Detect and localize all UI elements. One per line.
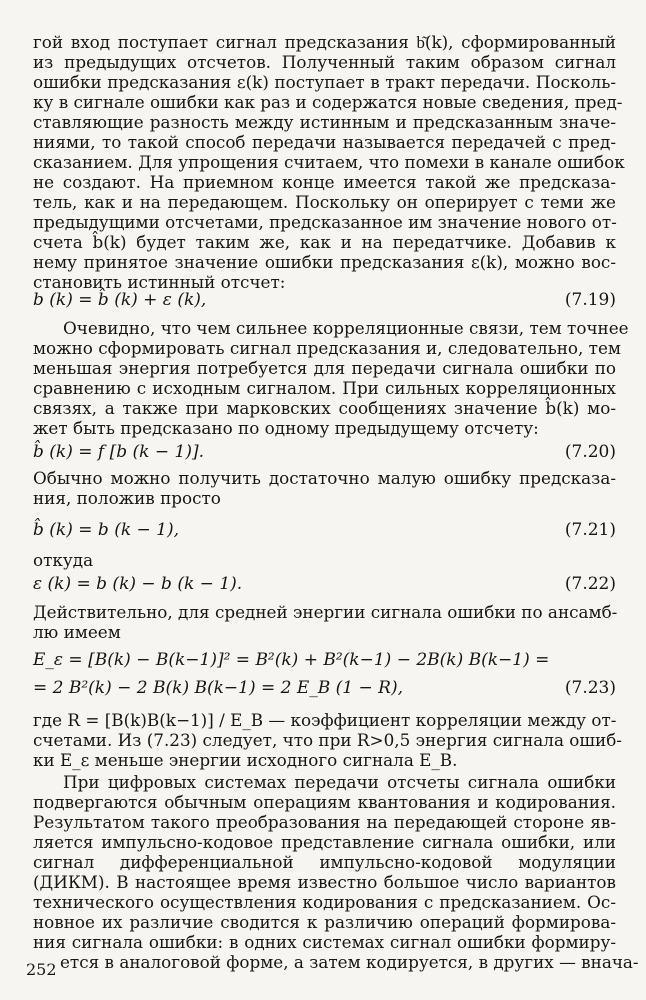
equation-number: (7.22) [564, 574, 616, 594]
text-line: ку в сигнале ошибки как раз и содержатся новые сведения, пред- [33, 92, 623, 112]
equation-number: (7.21) [564, 520, 616, 540]
text-line: ошибки предсказания ε(k) поступает в тракт передачи. Посколь- [33, 72, 616, 92]
equation-7-22 [33, 572, 616, 596]
text-line: становить истинный отсчет: [33, 272, 286, 292]
equation-formula: b̂ (k) = f [b (k − 1)]. [33, 442, 204, 462]
text-line: не создают. На приемном конце имеется такой же предсказа- [33, 172, 616, 192]
text-line: Действительно, для средней энергии сигнала ошибки по ансамб- [33, 602, 618, 622]
text-line: тель, как и на передающем. Поскольку он оперирует с теми же [33, 192, 616, 212]
equation-formula: = 2 B²(k) − 2 B(k) B(k−1) = 2 E_B (1 − R), [33, 678, 404, 698]
equation-formula: E_ε = [B(k) − B(k−1)]² = B²(k) + B²(k−1) − 2B(k) B(k−1) = [33, 650, 550, 670]
equation-number: (7.20) [564, 442, 616, 462]
text-line: новное их различие сводится к различию операций формирова- [33, 912, 616, 932]
text-line: Обычно можно получить достаточно малую ошибку предсказа- [33, 468, 616, 488]
text-line: ния сигнала ошибки: в одних системах сигнал ошибки формиру- [33, 932, 616, 952]
text-line: (ДИКМ). В настоящее время известно большое число вариантов [33, 872, 616, 892]
text-line: где R = [B(k)B(k−1)] / E_B — коэффициент корреляции между от- [33, 710, 617, 730]
equation-formula: ε (k) = b (k) − b (k − 1). [33, 574, 243, 594]
text-line: При цифровых системах передачи отсчеты сигнала ошибки [63, 772, 616, 792]
text-line: ляется импульсно-кодовое представление сигнала ошибки, или [33, 832, 616, 852]
text-line: сравнению с исходным сигналом. При сильных корреляционных [33, 378, 616, 398]
page-number: 252 [26, 960, 57, 979]
text-line: счета b̂(k) будет таким же, как и на передатчике. Добавив к [33, 232, 616, 252]
text-line: счетами. Из (7.23) следует, что при R>0,5 энергия сигнала ошиб- [33, 730, 622, 750]
text-line: можно сформировать сигнал предсказания и, следовательно, тем [33, 338, 621, 358]
text-line: сказанием. Для упрощения считаем, что помехи в канале ошибок [33, 152, 625, 172]
text-line: из предыдущих отсчетов. Полученный таким образом сигнал [33, 52, 616, 72]
text-line: откуда [33, 550, 94, 570]
text-line: гой вход поступает сигнал предсказания b͂(k), сформированный [33, 32, 616, 52]
text-line: нему принятое значение ошибки предсказания ε(k), можно вос- [33, 252, 616, 272]
text-line: ставляющие разность между истинным и предсказанным значе- [33, 112, 616, 132]
equation-formula: b̂ (k) = b (k − 1), [33, 520, 180, 540]
text-line: ки E_ε меньше энергии исходного сигнала E_B. [33, 750, 458, 770]
text-line: ниями, то такой способ передачи называется передачей с пред- [33, 132, 616, 152]
equation-7-19 [33, 288, 616, 312]
text-line: ется в аналоговой форме, а затем кодируется, в других — внача- [60, 952, 639, 972]
equation-number: (7.23) [564, 678, 616, 698]
text-line: жет быть предсказано по одному предыдущему отсчету: [33, 418, 539, 438]
equation-number: (7.19) [564, 290, 616, 310]
equation-7-23-line1 [33, 648, 616, 672]
text-line: меньшая энергия потребуется для передачи сигнала ошибки по [33, 358, 616, 378]
text-line: лю имеем [33, 622, 121, 642]
text-line: связях, а также при марковских сообщениях значение b̂(k) мо- [33, 398, 616, 418]
text-line: ния, положив просто [33, 488, 221, 508]
text-line: сигнал дифференциальной импульсно-кодовой модуляции [33, 852, 616, 872]
equation-7-23-line2 [33, 676, 616, 700]
text-line: предыдущими отсчетами, предсказанное им значение нового от- [33, 212, 617, 232]
text-line: Результатом такого преобразования на передающей стороне яв- [33, 812, 616, 832]
text-line: Очевидно, что чем сильнее корреляционные связи, тем точнее [63, 318, 629, 338]
equation-7-20 [33, 440, 616, 464]
equation-formula: b (k) = b̂ (k) + ε (k), [33, 290, 207, 310]
text-line: технического осуществления кодирования с предсказанием. Ос- [33, 892, 616, 912]
equation-7-21 [33, 518, 616, 542]
text-line: подвергаются обычным операциям квантования и кодирования. [33, 792, 616, 812]
